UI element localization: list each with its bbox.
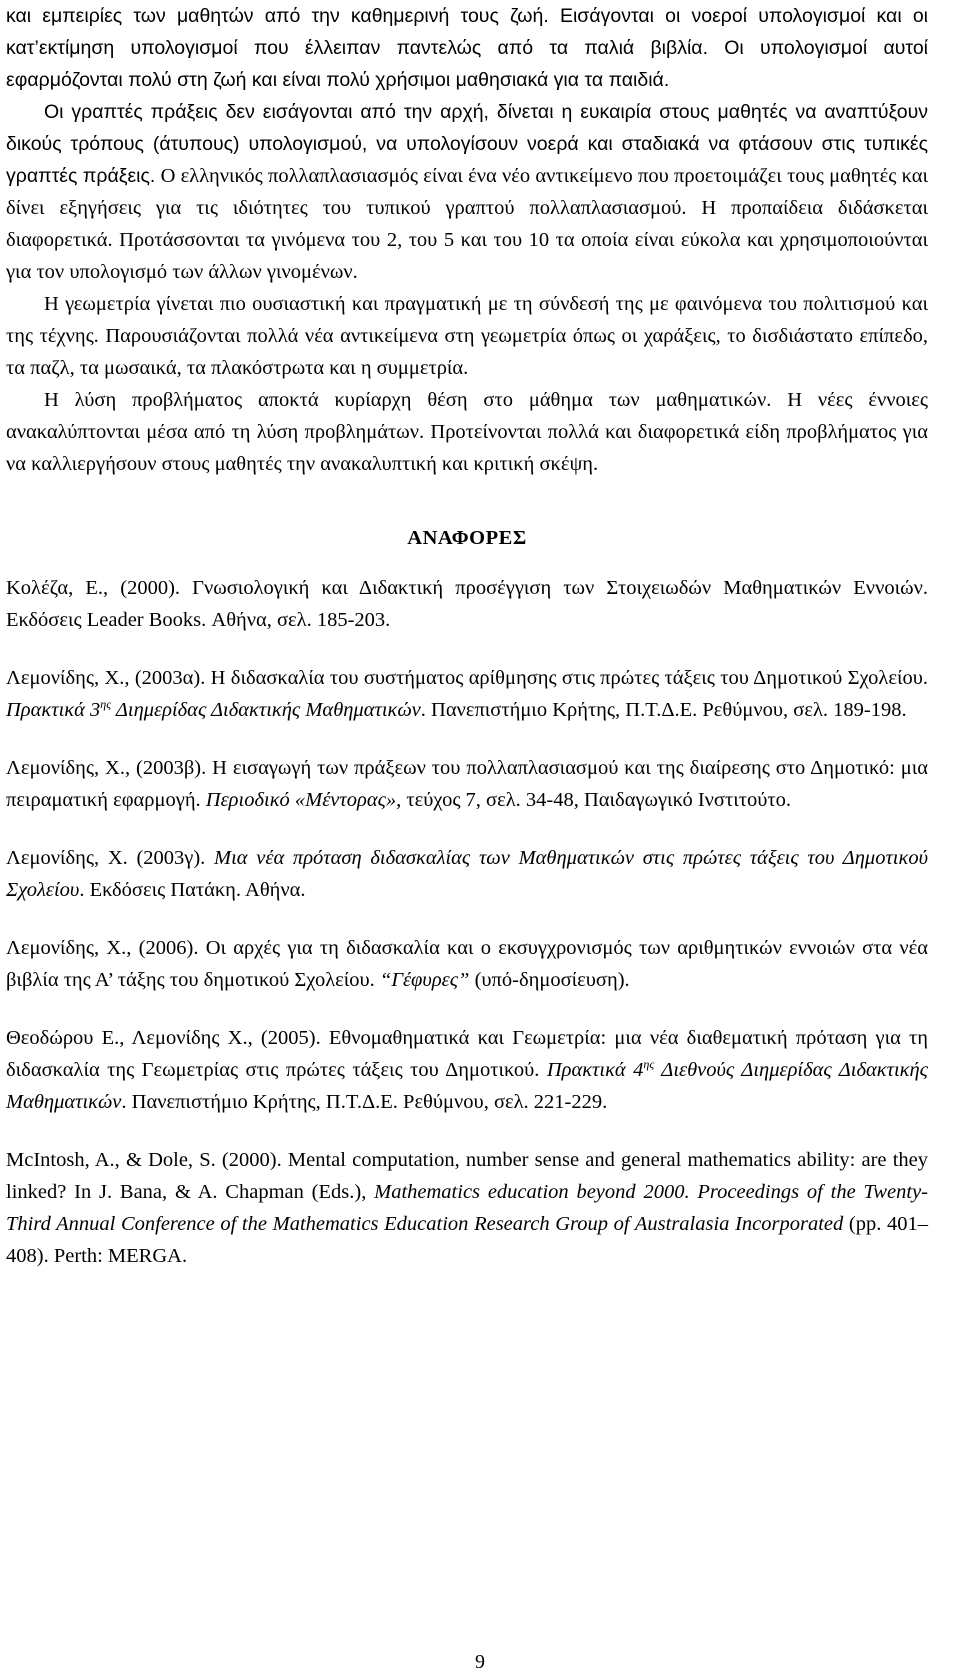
body-paragraph-1: και εμπειρίες των μαθητών από την καθημερινή τους ζωή. Εισάγονται οι νοεροί υπολογισμοί και οι κατ’εκτίμηση υπολογισμοί που έλλειπαν παντελώς από τα παλιά βιβλία. Οι υπολογισμοί αυτοί εφαρμόζονται πολύ στη ζωή και είναι πολύ χρήσιμοι μαθησιακά για τα παιδιά.: [6, 5, 928, 91]
reference-6: Θεοδώρου Ε., Λεμονίδης Χ., (2005). Εθνομαθηματικά και Γεωμετρία: μια νέα διαθεματική πρόταση για τη διδασκαλία της Γεωμετρίας στις πρώτες τάξεις του Δημοτικού. Πρακτικά $4^{\eta\varsigma}$ Διεθνούς Διημερίδας Διδακτικής Μαθηματικών. Πανεπιστήμιο Κρήτης, Π.Τ.Δ.Ε. Ρεθύμνου, σελ. 221-229.: [6, 1027, 928, 1113]
reference-2: Λεμονίδης, Χ., (2003α). Η διδασκαλία του συστήματος αρίθμησης στις πρώτες τάξεις του Δημοτικού Σχολείου. Πρακτικά $3^{\eta\varsigma}$ Διημερίδας Διδακτικής Μαθηματικών. Πανεπιστήμιο Κρήτης, Π.Τ.Δ.Ε. Ρεθύμνου, σελ. 189-198.: [6, 667, 928, 721]
reference-1: Κολέζα, Ε., (2000). Γνωσιολογική και Διδακτική προσέγγιση των Στοιχειωδών Μαθηματικών Εννοιών. Εκδόσεις Leader Books. Αθήνα, σελ. 185-203.: [6, 577, 928, 631]
body-paragraph-3: Η γεωμετρία γίνεται πιο ουσιαστική και πραγματική με τη σύνδεσή της με φαινόμενα του πολιτισμού και της τέχνης. Παρουσιάζονται πολλά νέα αντικείμενα στη γεωμετρία όπως οι χαράξεις, το δισδιάστατο επίπεδο, τα παζλ, τα μωσαικά, τα πλακόστρωτα και η συμμετρία.: [6, 293, 928, 379]
reference-3: Λεμονίδης, Χ., (2003β). Η εισαγωγή των πράξεων του πολλαπλασιασμού και της διαίρεσης στο Δημοτικό: μια πειραματική εφαρμογή. Περιοδικό «Μέντορας», τεύχος 7, σελ. 34-48, Παιδαγωγικό Ινστιτούτο.: [6, 757, 928, 811]
reference-5: Λεμονίδης, Χ., (2006). Οι αρχές για τη διδασκαλία και ο εκσυγχρονισμός των αριθμητικών εννοιών στα νέα βιβλία της Α’ τάξης του δημοτικού Σχολείου. “Γέφυρες” (υπό-δημοσίευση).: [6, 937, 928, 991]
body-paragraph-4: Η λύση προβλήματος αποκτά κυρίαρχη θέση στο μάθημα των μαθηματικών. Η νέες έννοιες ανακαλύπτονται μέσα από τη λύση προβλημάτων. Προτείνονται πολλά και διαφορετικά είδη προβλήματος για να καλλιεργήσουν στους μαθητές την ανακαλυπτική και κριτική σκέψη.: [6, 389, 928, 475]
references-heading: ΑΝΑΦΟΡΕΣ: [407, 527, 527, 549]
body-paragraph-2: Οι γραπτές πράξεις δεν εισάγονται από την αρχή, δίνεται η ευκαιρία στους μαθητές να αναπτύξουν δικούς τρόπους (άτυπους) υπολογισμού, να υπολογίσουν νοερά και σταδιακά να φτάσουν στις τυπικές γραπτές πράξεις. Ο ελληνικός πολλαπλασιασμός είναι ένα νέο αντικείμενο που προετοιμάζει τους μαθητές και δίνει εξηγήσεις για τις ιδιότητες του τυπικού γραπτού πολλαπλασιασμού. Η προπαίδεια διδάσκεται διαφορετικά. Προτάσσονται τα γινόμενα του 2, του 5 και του 10 τα οποία είναι εύκολα και χρησιμοποιούνται για τον υπολογισμό των άλλων γινομένων.: [6, 101, 928, 283]
page-number: 9: [475, 1651, 485, 1673]
reference-4: Λεμονίδης, Χ. (2003γ). Μια νέα πρόταση διδασκαλίας των Μαθηματικών στις πρώτες τάξεις του Δημοτικού Σχολείου. Εκδόσεις Πατάκη. Αθήνα.: [6, 847, 929, 901]
reference-7: McIntosh, A., & Dole, S. (2000). Mental computation, number sense and general mathematics ability: are they linked? In J. Bana, & A. Chapman (Eds.), Mathematics education beyond 2000. Proceedings of the Twenty-Third Annual Conference of the Mathematics Education Research Group of Australasia Incorporated (pp. 401–408). Perth: MERGA.: [6, 1149, 928, 1267]
